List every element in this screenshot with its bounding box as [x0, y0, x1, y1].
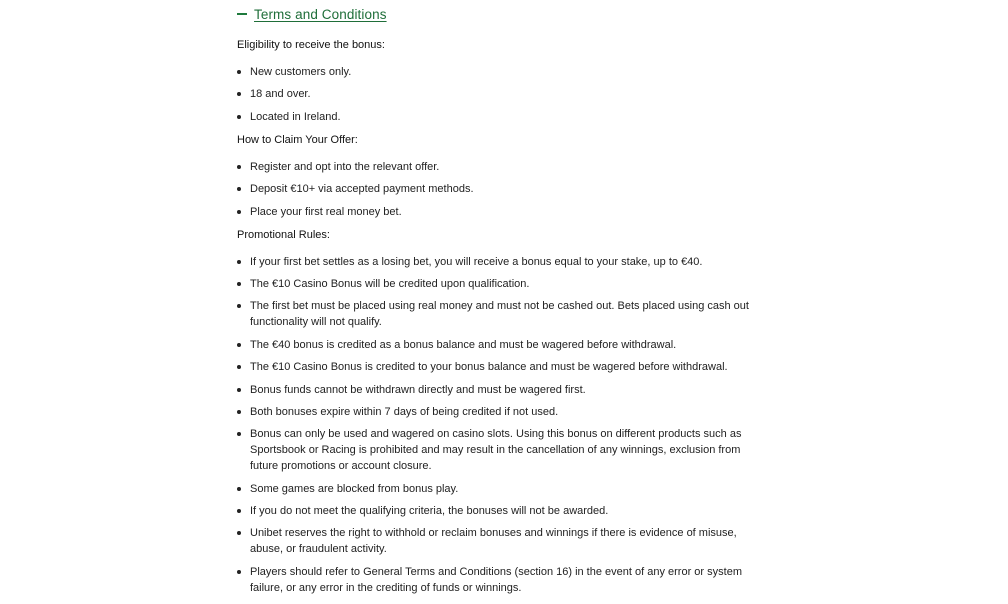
list-item: Place your first real money bet. — [237, 204, 767, 220]
bullet-icon — [237, 509, 241, 513]
bullet-icon — [237, 410, 241, 414]
eligibility-list — [237, 64, 767, 125]
bullet-icon — [237, 92, 241, 96]
list-item: 18 and over. — [237, 86, 767, 102]
bullet-icon — [237, 570, 241, 574]
bullet-icon — [237, 531, 241, 535]
list-item: Unibet reserves the right to withhold or reclaim bonuses and winnings if there is evidence of misuse, abuse, or fraudulent activity. — [237, 525, 767, 557]
list-item: If your first bet settles as a losing bet, you will receive a bonus equal to your stake, up to €40. — [237, 254, 767, 270]
list-item: Located in Ireland. — [237, 109, 767, 125]
bullet-icon — [237, 388, 241, 392]
bullet-icon — [237, 365, 241, 369]
terms-toggle[interactable] — [237, 4, 767, 24]
claim-heading: How to Claim Your Offer: — [237, 133, 358, 146]
bullet-icon — [237, 210, 241, 214]
terms-panel — [237, 4, 767, 604]
list-item: Bonus can only be used and wagered on casino slots. Using this bonus on different products such as Sportsbook or Racing is prohibited and may result in the cancellation of any winnings, exclusion from future promotions or account closure. — [237, 426, 767, 474]
bullet-icon — [237, 282, 241, 286]
list-item: Both bonuses expire within 7 days of being credited if not used. — [237, 404, 767, 420]
list-item: Players should refer to General Terms and Conditions (section 16) in the event of any error or system failure, or any error in the crediting of funds or winnings. — [237, 564, 767, 596]
list-item: Deposit €10+ via accepted payment methods. — [237, 181, 767, 197]
bullet-icon — [237, 115, 241, 119]
list-item: New customers only. — [237, 64, 767, 80]
minus-icon[interactable] — [237, 13, 247, 15]
bullet-icon — [237, 260, 241, 264]
list-item: The €10 Casino Bonus is credited to your bonus balance and must be wagered before withdrawal. — [237, 359, 767, 375]
list-item: Register and opt into the relevant offer. — [237, 159, 767, 175]
list-item: If you do not meet the qualifying criteria, the bonuses will not be awarded. — [237, 503, 767, 519]
bullet-icon — [237, 187, 241, 191]
list-item: The €40 bonus is credited as a bonus balance and must be wagered before withdrawal. — [237, 337, 767, 353]
bullet-icon — [237, 70, 241, 74]
list-item: The €10 Casino Bonus will be credited upon qualification. — [237, 276, 767, 292]
bullet-icon — [237, 432, 241, 436]
claim-list — [237, 159, 767, 220]
list-item: Bonus funds cannot be withdrawn directly and must be wagered first. — [237, 382, 767, 398]
list-item: Some games are blocked from bonus play. — [237, 481, 767, 497]
terms-and-conditions-link[interactable]: Terms and Conditions — [254, 6, 387, 22]
rules-heading: Promotional Rules: — [237, 228, 330, 241]
bullet-icon — [237, 304, 241, 308]
list-item: The first bet must be placed using real money and must not be cashed out. Bets placed using cash out functionality will not qualify. — [237, 298, 767, 330]
rules-list — [237, 254, 767, 596]
eligibility-heading: Eligibility to receive the bonus: — [237, 39, 385, 51]
bullet-icon — [237, 487, 241, 491]
bullet-icon — [237, 165, 241, 169]
bullet-icon — [237, 343, 241, 347]
